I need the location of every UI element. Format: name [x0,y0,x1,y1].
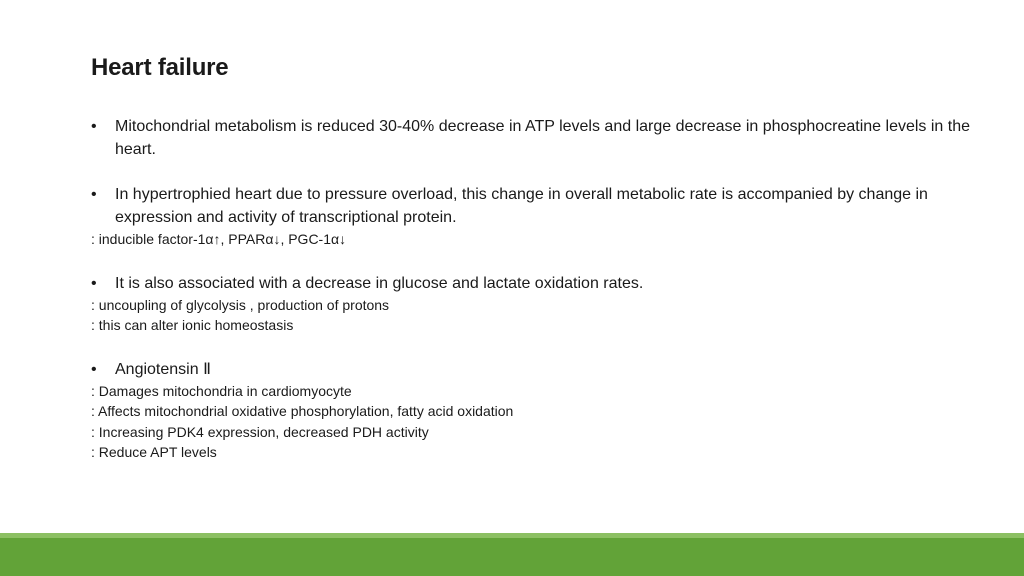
bullet-item [91,115,991,161]
bullet-item [91,358,991,381]
bullet-section-3 [91,272,991,336]
bullet-item [91,272,991,295]
sub-line: : uncoupling of glycolysis , production of protons [91,296,390,313]
bullet-dot-icon: • [91,274,97,292]
footer-highlight [0,533,1024,538]
slide-title: Heart failure [91,54,229,81]
sub-line: : Reduce APT levels [91,444,217,460]
sub-line: : Damages mitochondria in cardiomyocyte [91,382,352,399]
bullet-item [91,183,991,229]
bullet-section-4 [91,358,991,463]
bullet-dot-icon: • [91,186,97,203]
footer-bar [0,533,1024,576]
bullet-section-1 [91,115,991,161]
sub-line: : Increasing PDK4 expression, decreased PDH activity [91,423,429,440]
bullet-text: Mitochondrial metabolism is reduced 30-40% decrease in ATP levels and large decrease in phosphocreatine levels in the heart. [115,118,971,158]
sub-line: : this can alter ionic homeostasis [91,317,294,333]
bullet-text: Angiotensin Ⅱ [115,360,211,378]
sub-line: : Affects mitochondrial oxidative phosphorylation, fatty acid oxidation [91,403,514,419]
bullet-dot-icon: • [91,118,97,135]
slide-content [91,115,991,463]
bullet-text: It is also associated with a decrease in glucose and lactate oxidation rates. [115,274,644,292]
bullet-dot-icon: • [91,360,97,378]
sub-line: : inducible factor-1α↑, PPARα↓, PGC-1α↓ [91,231,347,247]
bullet-text: In hypertrophied heart due to pressure overload, this change in overall metabolic rate is accompanied by change in expression and activity of transcriptional protein. [115,186,928,226]
bullet-section-2 [91,183,991,250]
